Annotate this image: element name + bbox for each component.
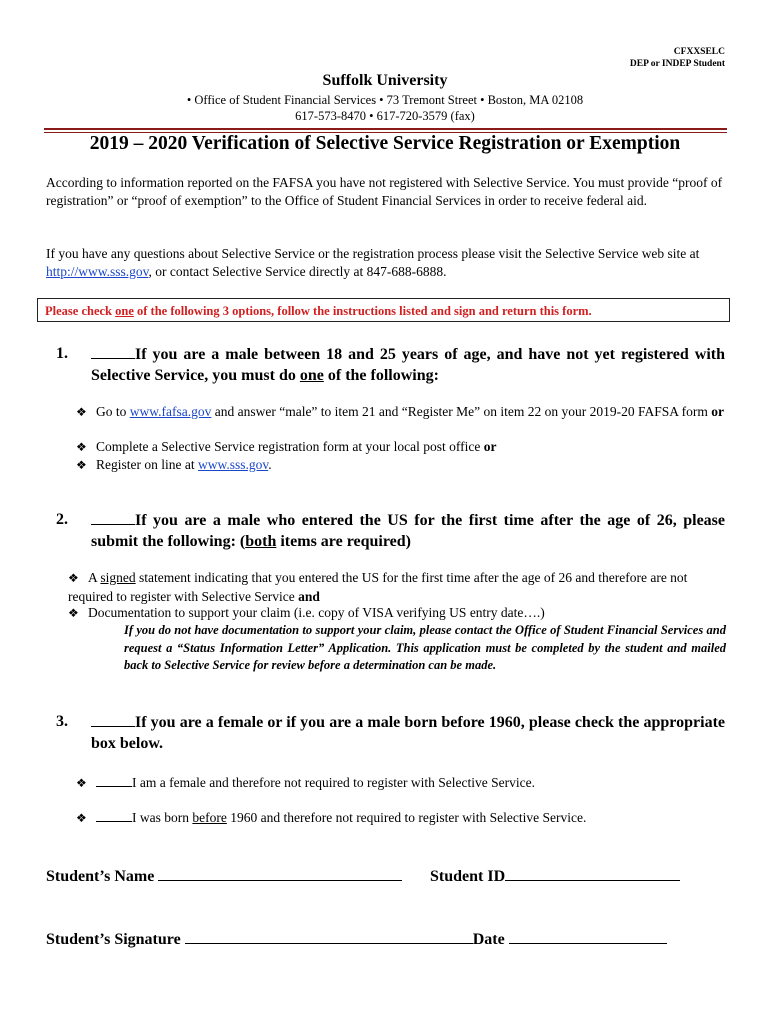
option-1-check-blank[interactable] xyxy=(91,344,135,359)
bullet-text: A xyxy=(88,570,101,585)
female-check-blank[interactable] xyxy=(96,774,132,787)
page-title: 2019 – 2020 Verification of Selective Service Registration or Exemption xyxy=(89,133,681,154)
option-1-bullet-3 xyxy=(76,456,272,475)
bullet-text: Register on line at xyxy=(96,457,198,472)
option-3-text-body: If you are a female or if you are a male born before 1960, please check the appropriate box below. xyxy=(91,714,725,752)
option-1-text xyxy=(91,344,725,386)
option-2-note: If you do not have documentation to support your claim, please contact the Office of Student Financial Services and request a “Status Information Letter” Application. This application must be completed by the student and mailed back to Selective Service for review before a determination can be made. xyxy=(124,623,726,672)
bullet-or: or xyxy=(711,404,725,419)
diamond-bullet-icon: ❖ xyxy=(68,571,79,585)
option-2-text-underlined: both xyxy=(245,533,277,550)
bullet-underlined: signed xyxy=(100,570,136,585)
diamond-bullet-icon: ❖ xyxy=(76,440,87,454)
student-id-label: Student ID xyxy=(430,868,506,885)
option-2-text-b: items are required) xyxy=(276,533,411,550)
sss-link[interactable]: www.sss.gov xyxy=(197,457,269,472)
option-1-number: 1. xyxy=(56,345,68,362)
student-name-row xyxy=(46,864,402,886)
choice-text: 1960 and therefore not required to register with Selective Service. xyxy=(226,810,587,825)
option-2-text xyxy=(91,510,725,552)
option-2-text-a: If you are a male who entered the US for the first time after the age of 26, please submit the following: ( xyxy=(91,512,725,550)
diamond-bullet-icon: ❖ xyxy=(68,606,79,620)
form-code: CFXXSELC xyxy=(673,47,725,57)
option-2-bullet-1 xyxy=(68,569,726,605)
address-line-1: • Office of Student Financial Services • 73 Tremont Street • Boston, MA 02108 xyxy=(186,93,584,107)
intro-text-a: If you have any questions about Selective Service or the registration process please visit the Selective Service web site at xyxy=(46,246,700,261)
form-type: DEP or INDEP Student xyxy=(629,59,725,69)
fafsa-link[interactable]: www.fafsa.gov xyxy=(129,404,212,419)
choice-text: I am a female and therefore not required to register with Selective Service. xyxy=(132,775,535,790)
option-1-text-underlined: one xyxy=(299,367,324,384)
diamond-bullet-icon: ❖ xyxy=(76,811,87,825)
bullet-text: Documentation to support your claim (i.e. copy of VISA verifying US entry date….) xyxy=(88,605,545,620)
diamond-bullet-icon: ❖ xyxy=(76,405,87,419)
address-line-2: 617-573-8470 • 617-720-3579 (fax) xyxy=(295,109,475,123)
instruction-text-underlined: one xyxy=(115,304,134,318)
option-2-check-blank[interactable] xyxy=(91,510,135,525)
option-2-bullet-2 xyxy=(68,604,545,623)
diamond-bullet-icon: ❖ xyxy=(76,458,87,472)
instruction-text-b: of the following 3 options, follow the instructions listed and sign and return this form. xyxy=(133,304,592,318)
date-label: Date xyxy=(472,931,505,948)
student-name-field[interactable] xyxy=(158,864,402,881)
option-2-number: 2. xyxy=(56,511,68,528)
bullet-and: and xyxy=(298,588,320,604)
intro-paragraph-1: According to information reported on the FAFSA you have not registered with Selective Service. You must provide “proof of registration” or “proof of exemption” to the Office of Student Financial Services in order to receive federal aid. xyxy=(46,175,723,208)
university-name: Suffolk University xyxy=(322,72,448,89)
choice-underlined: before xyxy=(192,810,227,825)
bullet-text: Go to xyxy=(96,404,130,419)
option-3-check-blank[interactable] xyxy=(91,712,135,727)
born-before-1960-check-blank[interactable] xyxy=(96,809,132,822)
bullet-text: Complete a Selective Service registration form at your local post office xyxy=(96,439,484,454)
student-signature-field[interactable] xyxy=(185,927,473,944)
bullet-text: and answer “male” to item 21 and “Register Me” on item 22 on your 2019-20 FAFSA form xyxy=(211,404,712,419)
option-1-bullet-2 xyxy=(76,438,497,457)
date-field[interactable] xyxy=(509,927,667,944)
sss-website-link[interactable]: http://www.sss.gov xyxy=(46,263,149,279)
bullet-or: or xyxy=(483,439,497,454)
intro-text-b: , or contact Selective Service directly at 847-688-6888. xyxy=(148,263,447,279)
student-signature-row xyxy=(46,927,667,949)
address-block xyxy=(0,92,770,124)
student-id-field[interactable] xyxy=(505,864,680,881)
student-id-row xyxy=(430,864,680,886)
header-divider xyxy=(44,128,727,130)
option-1-text-b: of the following: xyxy=(323,367,439,384)
option-3-choice-born-before-1960 xyxy=(76,809,586,828)
bullet-text: . xyxy=(268,457,272,472)
option-1-text-a: If you are a male between 18 and 25 years of age, and have not yet registered with Selective Service, you must do xyxy=(91,346,725,384)
student-signature-label: Student’s Signature xyxy=(46,931,181,948)
choice-text: I was born xyxy=(132,810,193,825)
option-3-number: 3. xyxy=(56,713,68,730)
bullet-text: statement indicating that you entered the US for the first time after the age of 26 and therefore are not required to register with Selective Service xyxy=(68,570,688,604)
diamond-bullet-icon: ❖ xyxy=(76,776,87,790)
option-1-bullet-1 xyxy=(76,403,726,422)
option-3-choice-female xyxy=(76,774,535,793)
instruction-box xyxy=(37,298,730,322)
intro-paragraph-2 xyxy=(46,245,726,280)
student-name-label: Student’s Name xyxy=(46,868,155,885)
option-3-text xyxy=(91,712,725,754)
instruction-text-a: Please check xyxy=(45,304,116,318)
